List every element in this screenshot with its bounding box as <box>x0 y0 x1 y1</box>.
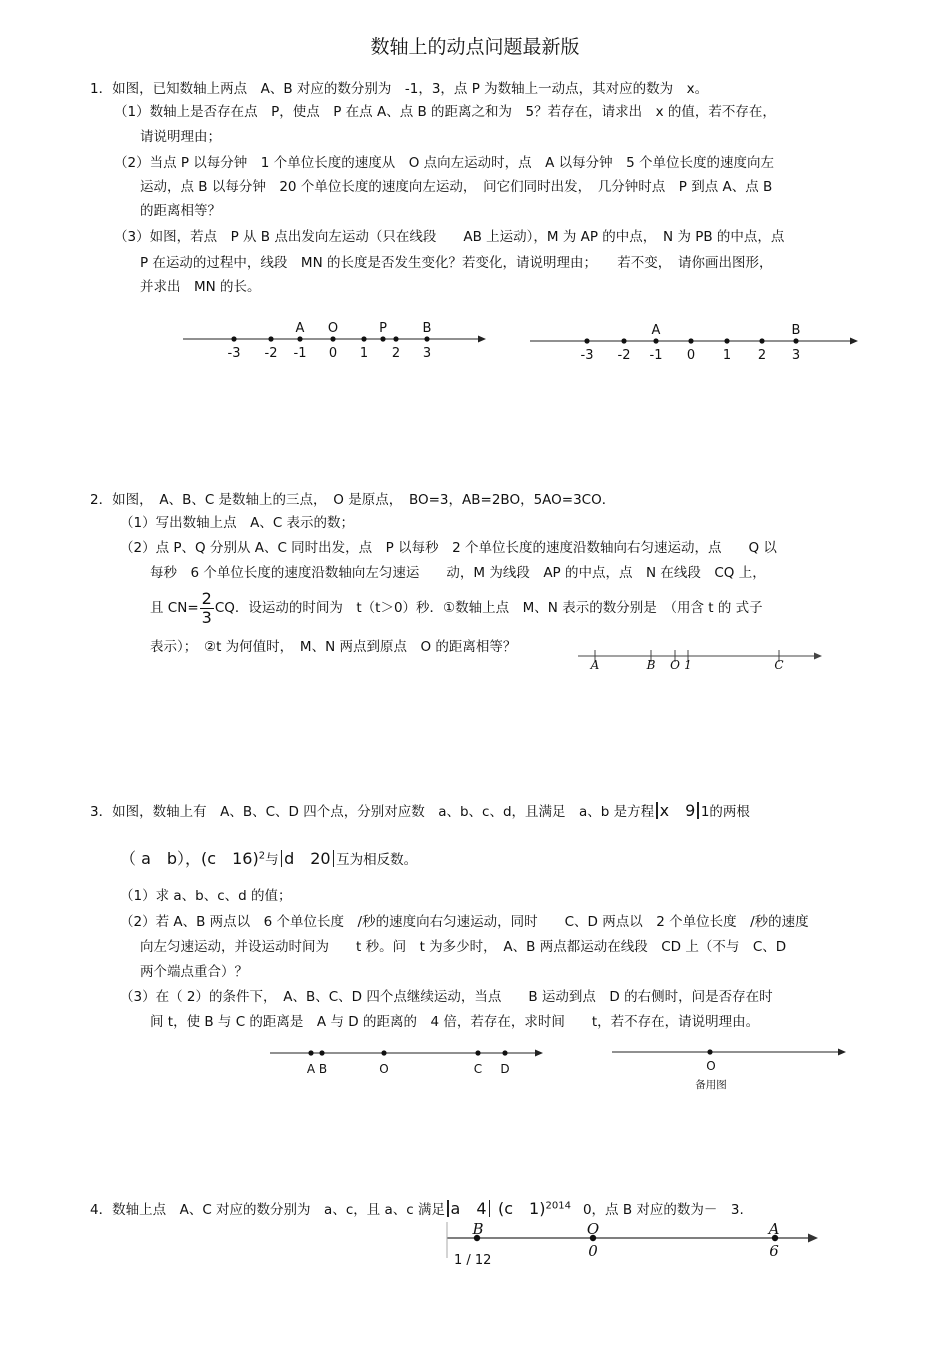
q1-part2-line2: 运动，点 B 以每分钟 20 个单位长度的速度向左运动， 问它们同时出发， 几分钟时点 P 到点 A、点 B <box>140 179 773 195</box>
q3-expr-ab-c16: （ a b），(c 16) <box>120 849 259 868</box>
q3-with: 与 <box>265 852 279 868</box>
page-title: 数轴上的动点问题最新版 <box>370 36 580 58</box>
q1-fig1-label-a: A <box>295 321 305 336</box>
q1-fig1-tick: 3 <box>422 346 432 361</box>
q4-fig-label-o: O <box>586 1220 600 1238</box>
q1-fig1-tick: -1 <box>293 346 307 361</box>
q1-fig1-tick: -2 <box>264 346 278 361</box>
q1-fig2-tick: -2 <box>617 348 631 363</box>
q3-fig1-label-ab: A B <box>306 1062 328 1076</box>
q1-fig1-tick: 1 <box>359 346 369 361</box>
q2-fig-label-1: 1 <box>684 658 692 672</box>
q1-fig1-point <box>424 336 429 341</box>
q1-fig1-point <box>380 336 385 341</box>
page-number: 1 / 12 <box>454 1253 492 1268</box>
q2-cn-prefix: 且 CN= <box>150 600 199 617</box>
q4-stem-prefix: 4．数轴上点 A、C 对应的数分别为 a、c，且 a、c 满足 <box>90 1202 446 1218</box>
q3-fig1-label-d: D <box>500 1062 510 1076</box>
q1-fig1-point <box>231 336 236 341</box>
q1-part3-line3: 并求出 MN 的长。 <box>140 279 261 295</box>
q2-part2-line4: 表示）； ②t 为何值时， M、N 两点到原点 O 的距离相等？ <box>150 639 517 655</box>
q1-fig2-point <box>621 338 626 343</box>
q1-fig1-point <box>297 336 302 341</box>
q4-exponent: 2014 <box>545 1200 571 1212</box>
q1-fig2-point <box>688 338 693 343</box>
q1-fig2-point <box>724 338 729 343</box>
fraction-denominator: 3 <box>201 607 212 627</box>
q2-part1: （1）写出数轴上点 A、C 表示的数； <box>120 515 355 531</box>
q3-line2 <box>120 850 417 868</box>
q1-fig1-point <box>330 336 335 341</box>
q4-expr-c1: (c 1) <box>498 1199 546 1218</box>
q3-part3-line1: （3）在（ 2）的条件下， A、B、C、D 四个点继续运动，当点 B 运动到点 D 的右侧时，问是否存在时 <box>120 989 773 1005</box>
q1-fig2-point <box>793 338 798 343</box>
q3-exponent: 2 <box>258 850 266 862</box>
q2-fig-label-o: O <box>670 658 680 672</box>
q4-fig-label-a: A <box>768 1220 780 1238</box>
q1-fig1-point <box>361 336 366 341</box>
q2-part2-line1: （2）点 P、Q 分别从 A、C 同时出发，点 P 以每秒 2 个单位长度的速度沿数轴向右匀速运动，点 Q 以 <box>120 540 777 556</box>
q1-part3-line1: （3）如图，若点 P 从 B 点出发向左运动（只在线段 AB 上运动），M 为 AP 的中点， N 为 PB 的中点，点 <box>114 229 785 245</box>
q2-fig-label-b: B <box>646 658 656 672</box>
q2-stem: 2．如图， A、B、C 是数轴上的三点， O 是原点， BO=3，AB=2BO，5AO=3CO． <box>90 492 616 508</box>
q1-fig1-point <box>268 336 273 341</box>
q3-fig2-label-o: O <box>706 1059 716 1073</box>
q2-part2-line2: 每秒 6 个单位长度的速度沿数轴向左匀速运 动，M 为线段 AP 的中点，点 N 在线段 CQ 上， <box>150 565 766 581</box>
q1-part3-line2: P 在运动的过程中，线段 MN 的长度是否发生变化？若变化，请说明理由； 若不变， 请你画出图形， <box>140 255 773 271</box>
fraction-numerator: 2 <box>201 589 212 608</box>
q3-stem <box>90 802 750 820</box>
q3-stem-prefix: 3．如图，数轴上有 A、B、C、D 四个点，分别对应数 a、b、c、d，且满足 a、b 是方程 <box>90 804 655 820</box>
q1-fig2-tick: -3 <box>580 348 594 363</box>
q3-fig1-point <box>381 1050 386 1055</box>
q2-cn-suffix: CQ．设运动的时间为 t（t＞0）秒．①数轴上点 M、N 表示的数分别是 （用含 t 的 式子 <box>214 600 763 617</box>
q3-fig1-point <box>308 1050 313 1055</box>
q4-stem-suffix: 0，点 B 对应的数为－ 3. <box>582 1202 744 1218</box>
q1-fig1-tick: 2 <box>391 346 401 361</box>
q1-stem: 1．如图，已知数轴上两点 A、B 对应的数分别为 -1，3，点 P 为数轴上一动点，其对应的数为 x。 <box>90 81 709 97</box>
q1-fig2-label-a: A <box>651 323 661 338</box>
q1-part1-line2: 请说明理由； <box>140 129 221 145</box>
q1-fig2-point <box>759 338 764 343</box>
q4-stem <box>90 1200 744 1218</box>
q3-fig1-point <box>475 1050 480 1055</box>
q1-fig2-point <box>653 338 658 343</box>
q3-fig2-dot-o <box>707 1049 712 1054</box>
q1-part2-line1: （2）当点 P 以每分钟 1 个单位长度的速度从 O 点向左运动时，点 A 以每分钟 5 个单位长度的速度向左 <box>114 155 775 171</box>
q1-part1-line1: （1）数轴上是否存在点 P，使点 P 在点 A、点 B 的距离之和为 5？若存在，请求出 x 的值，若不存在， <box>114 104 776 120</box>
q3-opposite-text: 互为相反数。 <box>336 852 418 868</box>
q3-abs-d-20: d 20 <box>284 849 331 868</box>
q3-fig1-label-o: O <box>379 1062 389 1076</box>
q1-fig1-tick: -3 <box>227 346 241 361</box>
q3-fig1-label-c: C <box>473 1062 483 1076</box>
q1-fig2-label-b: B <box>791 323 801 338</box>
q1-fig1-label-b: B <box>422 321 432 336</box>
q3-fig1-point <box>319 1050 324 1055</box>
q1-fig1-tick: 0 <box>328 346 338 361</box>
q4-fig-tick-6: 6 <box>769 1242 779 1260</box>
q1-fig2-tick: -1 <box>649 348 663 363</box>
q3-stem-suffix: 1的两根 <box>700 804 750 820</box>
q4-fig-label-b: B <box>472 1220 484 1238</box>
q4-fig-tick-0: 0 <box>588 1242 598 1260</box>
q1-fig2-tick: 0 <box>686 348 696 363</box>
q1-part2-line3: 的距离相等？ <box>140 203 221 219</box>
q3-part2-line2: 向左匀速运动，并设运动时间为 t 秒。问 t 为多少时， A、B 两点都运动在线段 CD 上（不与 C、D <box>140 939 787 955</box>
q1-fig2-tick: 2 <box>757 348 767 363</box>
q1-fig2-point <box>584 338 589 343</box>
q2-fig-label-a: A <box>590 658 600 672</box>
q3-fig2-caption: 备用图 <box>695 1079 727 1091</box>
q3-fig1-point <box>502 1050 507 1055</box>
q1-fig2-tick: 3 <box>791 348 801 363</box>
q3-part2-line1: （2）若 A、B 两点以 6 个单位长度 /秒的速度向右匀速运动，同时 C、D 两点以 2 个单位长度 /秒的速度 <box>120 914 809 930</box>
q1-fig1-point <box>393 336 398 341</box>
q1-fig1-label-o: O <box>327 321 339 336</box>
q2-fig-label-c: C <box>774 658 784 672</box>
q4-abs-a-4: a 4 <box>450 1199 487 1218</box>
q1-fig1-label-p: P <box>379 321 387 336</box>
fraction-two-thirds <box>200 590 214 626</box>
q3-abs-x-9: x 9 <box>659 801 696 820</box>
q3-part3-line2: 间 t，使 B 与 C 的距离是 A 与 D 的距离的 4 倍，若存在，求时间 t，若不存在，请说明理由。 <box>150 1014 760 1030</box>
q3-part2-line3: 两个端点重合）？ <box>140 964 248 980</box>
q3-part1: （1）求 a、b、c、d 的值； <box>120 888 292 904</box>
q2-part2-line3 <box>150 590 763 626</box>
q1-fig2-tick: 1 <box>722 348 732 363</box>
